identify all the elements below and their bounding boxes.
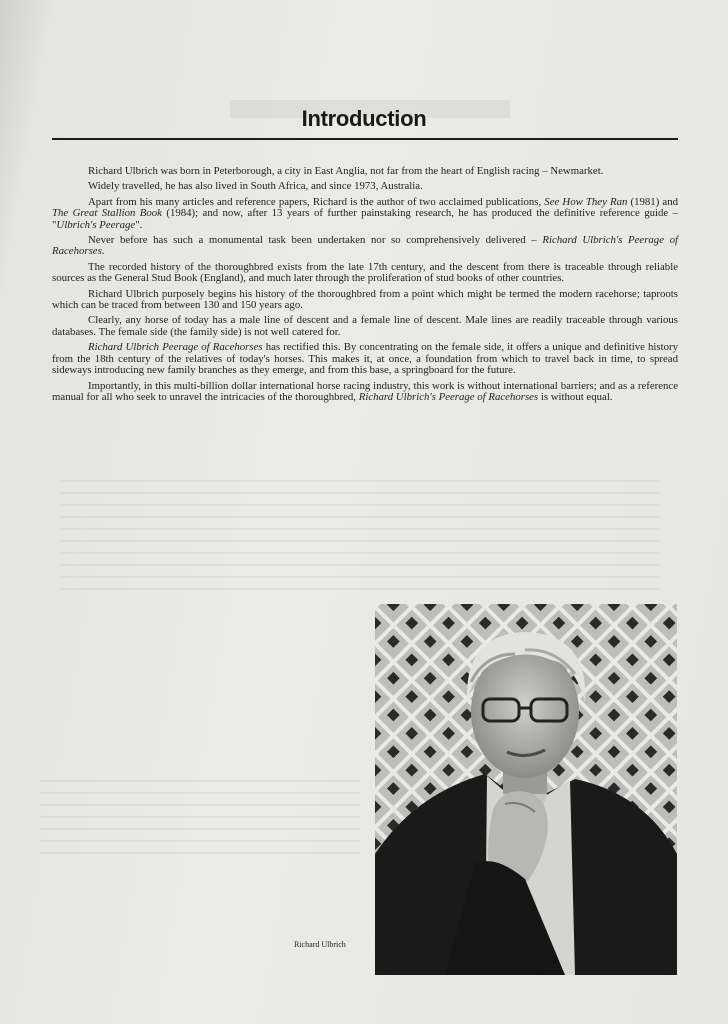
body-paragraph (52, 166, 678, 177)
body-paragraph (52, 289, 678, 312)
italic-title-text: Richard Ulbrich Peerage of Racehorses (88, 341, 263, 354)
page-title: Introduction (301, 106, 427, 131)
show-through-shading (60, 480, 660, 600)
paragraph-text: has rectified this. By concentrating on the female side, it offers a unique and definitive history from the 18th century of the relatives of today's horses. This makes it, at once, a foundation from which to travel back in time, to spread sideways introducing new family branches as they emerge, and from this base, a springboard for the future. (52, 341, 678, 377)
italic-title-text: Richard Ulbrich's Peerage of Racehorses (358, 390, 539, 403)
paragraph-text: Never before has such a monumental task been undertaken nor so comprehensively delivered – (88, 234, 543, 247)
body-paragraph (52, 262, 678, 285)
introduction-body (52, 166, 678, 407)
author-photo (375, 604, 677, 975)
paragraph-text: (1981) and (627, 195, 678, 208)
italic-title-text: Ulbrich's Peerage (56, 218, 136, 231)
paragraph-text: is without equal. (538, 390, 613, 403)
paragraph-text: Apart from his many articles and reference papers, Richard is the author of two acclaimed publications, (88, 195, 545, 208)
italic-title-text: Richard Ulbrich's Peerage of Racehorses (52, 234, 678, 258)
portrait-illustration (375, 604, 677, 975)
paragraph-text: The recorded history of the thoroughbred exists from the late 17th century, and the descent from there is traceable through reliable sources as the General Stud Book (England), and much later through the proliferation of stud books of other countries. (52, 260, 678, 285)
paragraph-text: Importantly, in this multi-billion dollar international horse racing industry, this work is without international barriers; and as a reference manual for all who seek to unravel the intricacies of the thoroughbred, (52, 379, 678, 403)
paragraph-text: Richard Ulbrich was born in Peterborough, a city in East Anglia, not far from the heart of English racing – Newmarket. (88, 165, 604, 177)
body-paragraph (52, 381, 678, 404)
italic-title-text: The Great Stallion Book (52, 207, 162, 220)
italic-title-text: See How They Ran (544, 195, 628, 208)
show-through-shading (40, 780, 360, 860)
body-paragraph (52, 181, 678, 192)
paragraph-text: . (101, 245, 105, 258)
photo-caption: Richard Ulbrich (294, 940, 346, 949)
paragraph-text: ". (135, 218, 143, 231)
paragraph-text: (1984); and now, after 13 years of further painstaking research, he has produced the definitive reference guide – " (52, 207, 679, 231)
title-rule (52, 138, 678, 140)
body-paragraph (52, 197, 678, 231)
paragraph-text: Richard Ulbrich purposely begins his history of the thoroughbred from a point which might be termed the modern racehorse; taproots which can be traced from between 130 and 150 years ago. (52, 287, 678, 312)
body-paragraph (52, 235, 678, 258)
paragraph-text: Clearly, any horse of today has a male line of descent and a female line of descent. Male lines are readily traceable through various databases. The female side (the family side) is not well catered for. (52, 314, 678, 338)
body-paragraph (52, 342, 678, 376)
paragraph-text: Widely travelled, he has also lived in South Africa, and since 1973, Australia. (88, 180, 423, 193)
body-paragraph (52, 315, 678, 338)
